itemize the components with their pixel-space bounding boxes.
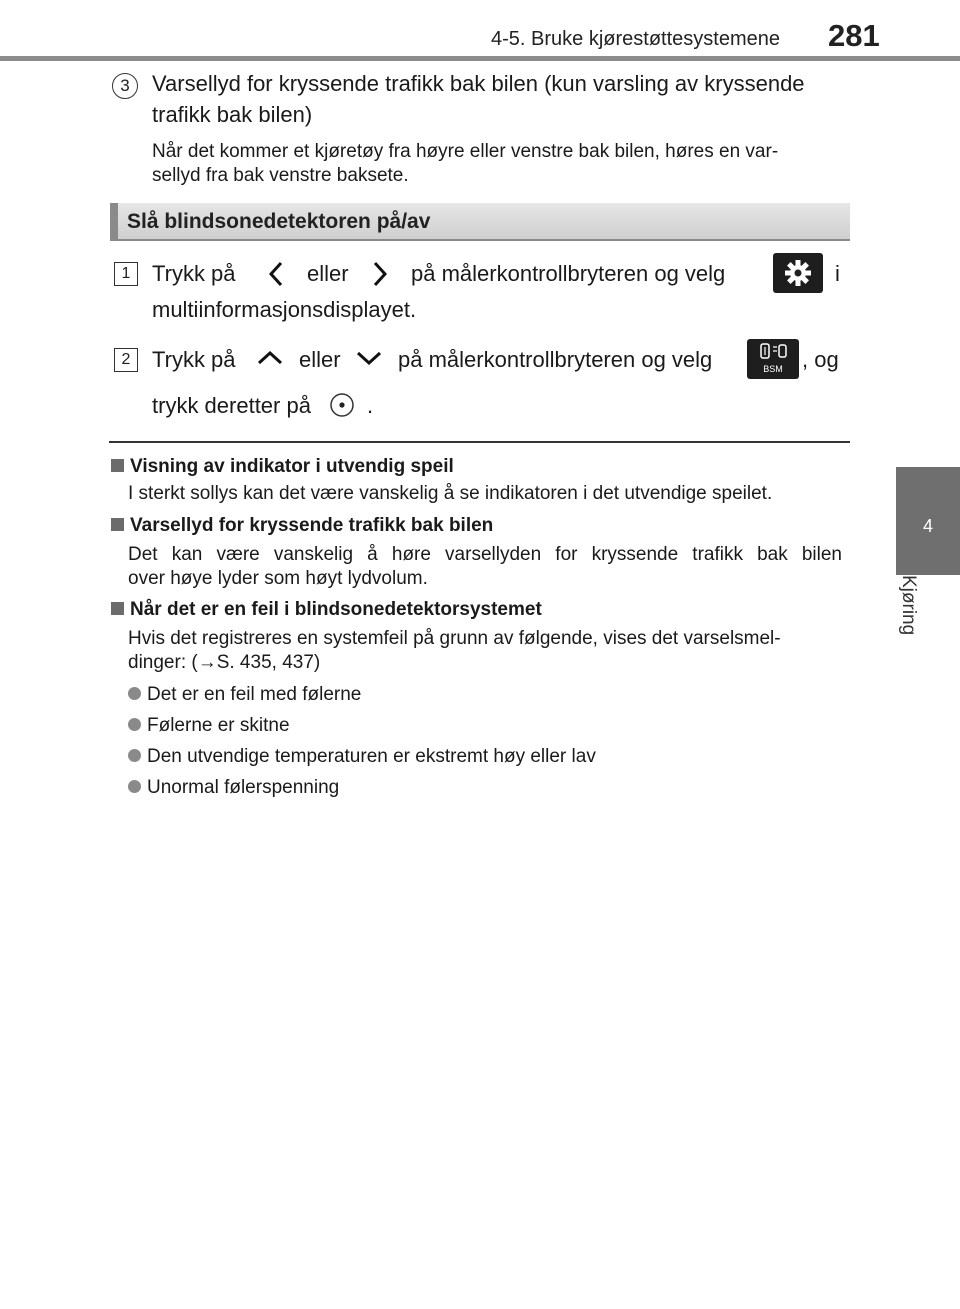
settings-gear-icon <box>773 253 823 293</box>
step-marker-2: 2 <box>114 348 138 372</box>
step2-line2a: trykk deretter på <box>152 393 311 418</box>
header-rule <box>0 56 960 61</box>
note-1-title-text: Visning av indikator i utvendig speil <box>130 456 454 477</box>
bullet-dot-icon <box>128 718 141 731</box>
chapter-number: 4 <box>922 516 933 536</box>
section-header-accent <box>110 203 118 239</box>
step2-text-c: på målerkontrollbryteren og velg <box>398 347 713 372</box>
square-bullet-icon <box>111 518 124 531</box>
item3-desc-line1: Når det kommer et kjøretøy fra høyre eller venstre bak bilen, høres en var- <box>152 141 779 162</box>
note-3-title-text: Når det er en feil i blindsonedetektorsystemet <box>130 599 542 620</box>
chapter-label <box>897 575 921 655</box>
item3-desc-line2: sellyd fra bak venstre baksete. <box>152 165 409 186</box>
list-item-text: Den utvendige temperaturen er ekstremt høy eller lav <box>147 746 596 767</box>
step2-line2b: . <box>367 393 374 418</box>
ok-button-icon <box>329 392 355 418</box>
list-item-text: Følerne er skitne <box>147 715 290 736</box>
step1-text-b: eller <box>307 261 349 286</box>
step1-text-d: i <box>835 261 840 286</box>
note-2-title <box>111 514 493 538</box>
square-bullet-icon <box>111 459 124 472</box>
notes-divider <box>109 441 850 443</box>
step-marker-1: 1 <box>114 262 138 286</box>
item3-title-line1: Varsellyd for kryssende trafikk bak bilen (kun varsling av kryssende <box>152 71 805 96</box>
item-marker-3: 3 <box>112 73 138 99</box>
bullet-dot-icon <box>128 687 141 700</box>
step2-text-a: Trykk på <box>152 347 236 372</box>
bsm-icon <box>747 339 799 379</box>
step1-text-c: på målerkontrollbryteren og velg <box>411 261 726 286</box>
list-item <box>128 745 596 769</box>
chevron-left-icon <box>266 260 286 288</box>
bsm-icon-label: BSM <box>763 364 783 374</box>
chevron-right-icon <box>370 260 390 288</box>
chevron-down-icon <box>355 348 383 368</box>
note-3-title <box>111 598 542 622</box>
list-item <box>128 683 361 707</box>
note-2-body-line2: over høye lyder som høyt lydvolum. <box>128 568 428 589</box>
chevron-up-icon <box>256 348 284 368</box>
item3-title-line2: trafikk bak bilen) <box>152 102 313 127</box>
square-bullet-icon <box>111 602 124 615</box>
note-3-body-line2: dinger: (→S. 435, 437) <box>128 652 321 673</box>
step1-text-a: Trykk på <box>152 261 236 286</box>
note-1-body: I sterkt sollys kan det være vanskelig å se indikatoren i det utvendige speilet. <box>128 483 773 504</box>
step1-line2: multiinformasjonsdisplayet. <box>152 297 417 322</box>
list-item-text: Det er en feil med følerne <box>147 684 362 705</box>
section-title: Slå blindsonedetektoren på/av <box>127 210 431 233</box>
note-3-body-line1: Hvis det registreres en systemfeil på grunn av følgende, vises det varselsmel- <box>128 628 781 649</box>
list-item-text: Unormal følerspenning <box>147 777 340 798</box>
page-number: 281 <box>828 18 880 53</box>
chapter-label-text: Kjøring <box>898 575 919 636</box>
step2-text-b: eller <box>299 347 341 372</box>
header-section-title: 4-5. Bruke kjørestøttesystemene <box>491 28 780 50</box>
note-2-body-line1: Det kan være vanskelig å høre varsellyden for kryssende trafikk bak bilen <box>128 544 842 565</box>
note-2-title-text: Varsellyd for kryssende trafikk bak bilen <box>130 515 494 536</box>
bullet-dot-icon <box>128 780 141 793</box>
step2-text-d: , og <box>802 347 839 372</box>
list-item <box>128 776 339 800</box>
list-item <box>128 714 290 738</box>
bullet-dot-icon <box>128 749 141 762</box>
note-1-title <box>111 455 454 479</box>
